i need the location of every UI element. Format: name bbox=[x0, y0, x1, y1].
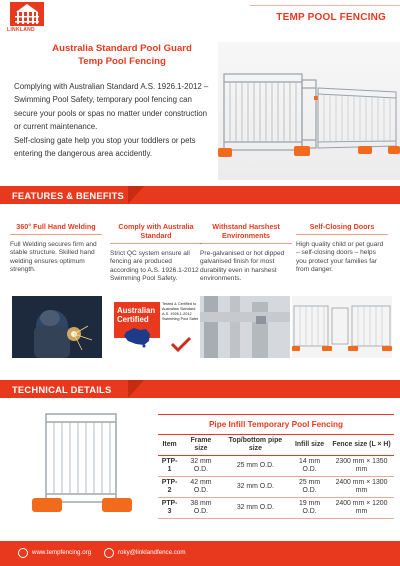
col-pipe-size: Top/bottom pipe size bbox=[221, 435, 290, 456]
feature-text: Strict QC system ensure all fencing are produced according to A.S. 1926.1-2012 Swimming Pool Safety. bbox=[110, 250, 199, 283]
spec-table-title: Pipe Infill Temporary Pool Fencing bbox=[208, 420, 344, 429]
intro-text bbox=[14, 80, 210, 160]
badge-line-2: Certified bbox=[117, 315, 149, 324]
table-row bbox=[158, 477, 394, 498]
feature-divider bbox=[10, 234, 102, 235]
galvanised-pipe-photo bbox=[200, 296, 290, 358]
cell-fence: 2300 mm × 1350 mm bbox=[329, 456, 394, 477]
intro-paragraph-1: Complying with Australian Standard A.S. 1926.1-2012 – Swimming Pool Safety, temporary pool fencing can secure your pools or spas no matter under construction or current maintenance. bbox=[14, 82, 209, 132]
feature-title: Self-Closing Doors bbox=[309, 222, 375, 231]
badge-text bbox=[117, 306, 155, 324]
email-link[interactable]: roky@linklandfence.com bbox=[118, 549, 186, 556]
feature-divider bbox=[110, 243, 202, 244]
cell-infill: 14 mm O.D. bbox=[290, 456, 329, 477]
certificate-note: Tested & Certified to Australian Standard A.S. 1926.1-2012 Swimming Pool Safet bbox=[162, 302, 199, 321]
feature-title: 360° Full Hand Welding bbox=[16, 222, 96, 231]
table-header-row bbox=[158, 435, 394, 456]
feature-divider bbox=[200, 243, 292, 244]
cell-fence: 2400 mm × 1200 mm bbox=[329, 498, 394, 519]
page-header bbox=[0, 0, 400, 36]
features-band bbox=[0, 186, 400, 204]
feature-environments bbox=[200, 222, 292, 284]
certificate-photo bbox=[110, 296, 200, 358]
table-row bbox=[158, 456, 394, 477]
table-row bbox=[158, 498, 394, 519]
cell-item: PTP-2 bbox=[158, 477, 181, 498]
badge-line-1: Australian bbox=[117, 306, 156, 315]
feature-text: Full Welding secures firm and stable structure. Skilled hand welding ensures optimum strength. bbox=[10, 241, 97, 274]
fence-panel-image bbox=[18, 408, 138, 518]
email-icon bbox=[104, 548, 114, 558]
intro-paragraph-2: Self-closing gate help you stop your toddlers or pets entering the dangerous area accidently. bbox=[14, 135, 196, 159]
feature-divider bbox=[296, 234, 388, 235]
table-top-rule bbox=[158, 414, 394, 415]
page-title: TEMP POOL FENCING bbox=[276, 12, 386, 23]
feature-title: Withstand Harshest Environments bbox=[212, 222, 280, 240]
spec-table bbox=[158, 434, 394, 519]
logo-text: LINKLAND bbox=[7, 27, 35, 33]
hero-fence-image bbox=[218, 42, 400, 180]
australia-map-icon bbox=[122, 326, 152, 348]
feature-self-closing bbox=[296, 222, 388, 275]
features-heading: FEATURES & BENEFITS bbox=[12, 190, 124, 201]
feature-welding bbox=[10, 222, 102, 275]
self-closing-gate-photo bbox=[292, 296, 392, 358]
cell-infill: 19 mm O.D. bbox=[290, 498, 329, 519]
logo-fence-icon bbox=[10, 2, 44, 26]
col-item: Item bbox=[158, 435, 181, 456]
checkmark-icon bbox=[170, 336, 192, 352]
technical-band bbox=[0, 380, 400, 398]
intro-heading-line1: Australia Standard Pool Guard bbox=[52, 43, 192, 54]
technical-heading: TECHNICAL DETAILS bbox=[12, 384, 112, 395]
cell-frame: 38 mm O.D. bbox=[181, 498, 221, 519]
welding-photo bbox=[12, 296, 102, 358]
col-frame-size: Frame size bbox=[181, 435, 221, 456]
intro-heading bbox=[22, 42, 222, 68]
cell-pipe: 32 mm O.D. bbox=[221, 477, 290, 498]
feature-text: High quality child or pet guard – self-closing doors – helps you protect your families far from danger. bbox=[296, 241, 384, 274]
feature-standard bbox=[110, 222, 202, 284]
cell-item: PTP-3 bbox=[158, 498, 181, 519]
cell-pipe: 32 mm O.D. bbox=[221, 498, 290, 519]
feature-title: Comply with Australia Standard bbox=[118, 222, 194, 240]
header-divider bbox=[250, 5, 400, 6]
cell-fence: 2400 mm × 1300 mm bbox=[329, 477, 394, 498]
intro-heading-line2: Temp Pool Fencing bbox=[78, 56, 166, 67]
col-fence-size: Fence size (L × H) bbox=[329, 435, 394, 456]
feature-text: Pre-galvanised or hot dipped galvanised finish for most durability even in harshest environments. bbox=[200, 250, 285, 283]
cell-infill: 25 mm O.D. bbox=[290, 477, 329, 498]
col-infill-size: Infill size bbox=[290, 435, 329, 456]
cell-frame: 32 mm O.D. bbox=[181, 456, 221, 477]
band-tab-shape bbox=[128, 186, 144, 204]
cell-frame: 42 mm O.D. bbox=[181, 477, 221, 498]
cell-item: PTP-1 bbox=[158, 456, 181, 477]
web-icon bbox=[18, 548, 28, 558]
cell-pipe: 25 mm O.D. bbox=[221, 456, 290, 477]
band-tab-shape bbox=[128, 380, 144, 398]
website-link[interactable]: www.tempfencing.org bbox=[32, 549, 92, 556]
page-footer bbox=[0, 541, 400, 566]
